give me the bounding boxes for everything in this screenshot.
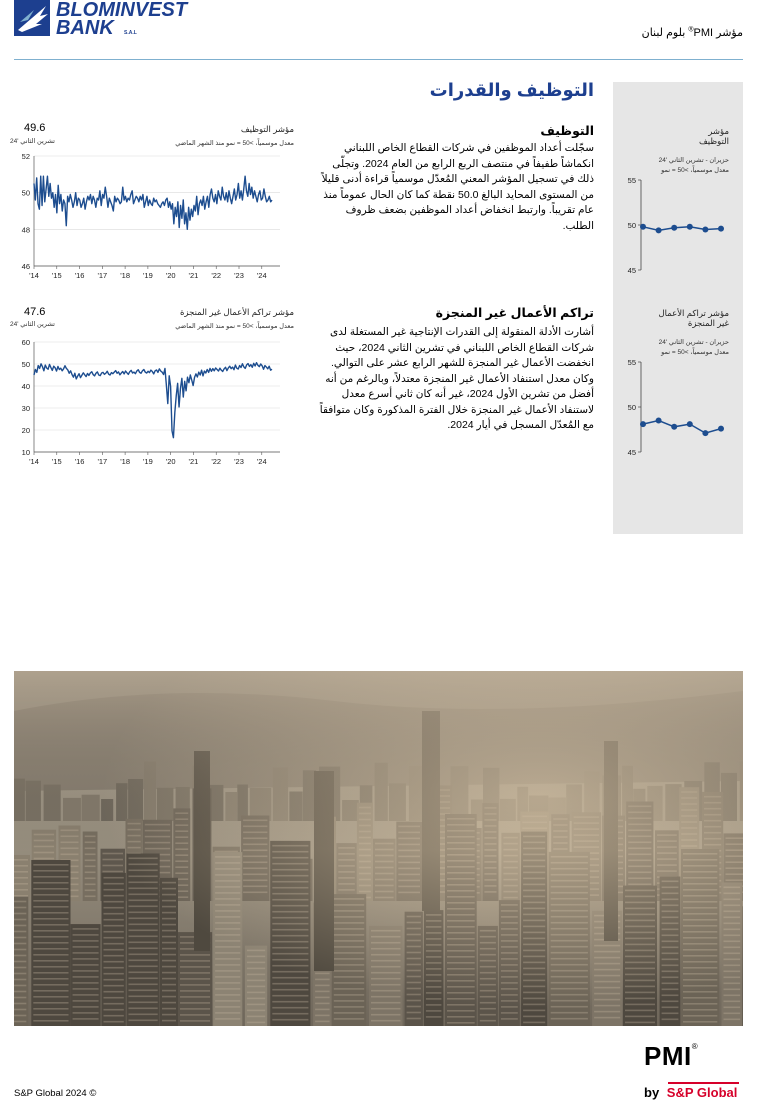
employment-chart-x-tick-label: '21 bbox=[188, 271, 199, 280]
backlogs-chart-x-tick-label: '18 bbox=[120, 457, 131, 466]
sidebar-backlogs-chart-series-line bbox=[643, 421, 721, 434]
backlogs-chart-value: 47.6 bbox=[24, 306, 46, 318]
sidebar-backlogs-period: حزيران - تشرين الثاني '24 bbox=[658, 339, 729, 346]
pmi-logo: PMI® bbox=[644, 1041, 699, 1071]
sidebar-backlogs-chart bbox=[613, 356, 743, 460]
sidebar-panel bbox=[613, 82, 743, 534]
employment-chart-series-line bbox=[34, 176, 272, 229]
employment-chart-subtitle: معدل موسمياً، >50 = نمو منذ الشهر الماضي bbox=[175, 140, 294, 147]
sidebar-backlogs-chart-data-point bbox=[656, 418, 662, 424]
sidebar-backlogs-chart-data-point bbox=[640, 421, 646, 427]
bank-logo bbox=[14, 0, 194, 40]
sidebar-backlogs-chart-data-point bbox=[671, 424, 677, 430]
sidebar-employment-chart-y-tick-label: 45 bbox=[627, 266, 636, 275]
header-divider bbox=[14, 59, 743, 60]
sidebar-employment-chart-data-point bbox=[671, 225, 677, 231]
employment-chart-x-tick-label: '24 bbox=[256, 271, 267, 280]
city-skyline-photo bbox=[14, 671, 743, 1026]
backlogs-chart bbox=[12, 334, 284, 470]
backlogs-chart-x-tick-label: '17 bbox=[97, 457, 108, 466]
employment-chart-x-tick-label: '17 bbox=[97, 271, 108, 280]
backlogs-chart-y-tick-label: 60 bbox=[21, 338, 30, 347]
sidebar-employment-chart-data-point bbox=[640, 224, 646, 230]
employment-body: سجّلت أعداد الموظفين في شركات القطاع الخاص اللبناني انكماشاً طفيفاً في منتصف الربع الرابع من العام 2024. وتجلّى ذلك في تسجيل المؤشر المعني المُعدّل موسمياً قراءة أدنى قليلاً من المستوى المحايد البالغ 50.0 نقطة كما كان الحال عموماً منذ عام تقريباً. وارتبط انخفاض أعداد الموظفين بضعف ظروف الطلب. bbox=[321, 142, 594, 232]
backlogs-chart-x-tick-label: '19 bbox=[142, 457, 153, 466]
backlogs-chart-x-tick-label: '20 bbox=[165, 457, 176, 466]
sidebar-employment-title: مؤشر التوظيف bbox=[698, 126, 729, 146]
sp-global-logo: by S&P Global bbox=[644, 1085, 738, 1100]
backlogs-chart-x-tick-label: '16 bbox=[74, 457, 85, 466]
backlogs-chart-x-tick-label: '14 bbox=[29, 457, 39, 466]
backlogs-body: أشارت الأدلة المنقولة إلى القدرات الإنتاجية غير المستغلة لدى شركات القطاع الخاص اللبناني في تشرين الثاني 2024، حيث انخفضت الأعمال غير المنجزة للشهر الرابع عشر على التوالي. وكان معدل استنفاد الأعمال غير المنجزة معتدلاً، وبالرغم من أنه أفضل من تشرين الأول 2024، غير أنه كان ثاني أسرع معدل لاستنفاد الأعمال غير المنجزة خلال الفترة المذكورة وكان متوافقاً مع المُعدّل المسجل في أيار 2024. bbox=[319, 326, 594, 431]
backlogs-chart-subtitle: معدل موسمياً، >50 = نمو منذ الشهر الماضي bbox=[175, 323, 294, 330]
sidebar-backlogs-chart-data-point bbox=[687, 421, 693, 427]
employment-chart-x-tick-label: '22 bbox=[211, 271, 222, 280]
sp-global-underline bbox=[668, 1082, 739, 1084]
employment-chart-x-tick-label: '20 bbox=[165, 271, 176, 280]
employment-chart bbox=[12, 148, 284, 284]
employment-chart-x-tick-label: '14 bbox=[29, 271, 39, 280]
sidebar-backlogs-title: مؤشر تراكم الأعمال غير المنجزة bbox=[658, 308, 729, 328]
logo-suffix: S.A.L bbox=[124, 30, 137, 36]
employment-chart-x-tick-label: '16 bbox=[74, 271, 85, 280]
backlogs-heading: تراكم الأعمال غير المنجزة bbox=[435, 306, 594, 320]
logo-line2: BANK bbox=[56, 17, 114, 39]
sidebar-employment-note: معدل موسمياً، >50 = نمو bbox=[661, 167, 729, 174]
sidebar-employment-chart-data-point bbox=[718, 226, 724, 232]
sidebar-employment-chart-data-point bbox=[702, 227, 708, 233]
employment-chart-y-tick-label: 50 bbox=[21, 188, 30, 198]
employment-chart-y-tick-label: 46 bbox=[21, 262, 30, 271]
sidebar-backlogs-chart-data-point bbox=[702, 430, 708, 436]
backlogs-chart-y-tick-label: 20 bbox=[21, 426, 30, 435]
eagle-logo-icon bbox=[14, 0, 50, 36]
sidebar-employment-period: حزيران - تشرين الثاني '24 bbox=[658, 157, 729, 164]
backlogs-chart-x-tick-label: '21 bbox=[188, 457, 199, 466]
employment-chart-x-tick-label: '15 bbox=[51, 271, 62, 280]
backlogs-chart-x-tick-label: '22 bbox=[211, 457, 222, 466]
copyright-text: S&P Global 2024 © bbox=[14, 1088, 97, 1099]
backlogs-chart-title: مؤشر تراكم الأعمال غير المنجزة bbox=[179, 307, 294, 317]
sidebar-backlogs-chart-y-tick-label: 50 bbox=[627, 403, 636, 412]
header-title: مؤشر PMI® بلوم لبنان bbox=[641, 26, 743, 39]
sidebar-employment-chart bbox=[613, 174, 743, 276]
sidebar-employment-chart-y-tick-label: 50 bbox=[627, 221, 636, 230]
backlogs-chart-x-tick-label: '15 bbox=[51, 457, 62, 466]
employment-chart-y-tick-label: 52 bbox=[21, 152, 30, 161]
backlogs-chart-y-tick-label: 40 bbox=[21, 382, 30, 391]
sidebar-backlogs-chart-y-tick-label: 45 bbox=[627, 448, 636, 457]
sidebar-backlogs-chart-y-tick-label: 55 bbox=[627, 358, 636, 367]
backlogs-chart-value-period: تشرين الثاني '24 bbox=[10, 321, 55, 328]
backlogs-chart-x-tick-label: '23 bbox=[234, 457, 244, 466]
employment-chart-x-tick-label: '19 bbox=[142, 271, 153, 280]
sidebar-backlogs-chart-data-point bbox=[718, 426, 724, 432]
sidebar-employment-chart-data-point bbox=[687, 224, 693, 230]
employment-chart-value: 49.6 bbox=[24, 122, 46, 134]
sidebar-employment-chart-data-point bbox=[656, 227, 662, 233]
employment-chart-title: مؤشر التوظيف bbox=[240, 124, 294, 134]
sidebar-employment-chart-y-tick-label: 55 bbox=[627, 176, 636, 185]
employment-chart-x-tick-label: '18 bbox=[120, 271, 131, 280]
logo-line1: BLOMINVEST bbox=[56, 0, 188, 21]
employment-chart-x-tick-label: '23 bbox=[234, 271, 244, 280]
backlogs-chart-y-tick-label: 10 bbox=[21, 448, 30, 457]
employment-chart-value-period: تشرين الثاني '24 bbox=[10, 138, 55, 145]
backlogs-chart-series-line bbox=[34, 363, 272, 438]
backlogs-chart-y-tick-label: 50 bbox=[21, 360, 30, 369]
backlogs-chart-y-tick-label: 30 bbox=[21, 404, 30, 413]
employment-heading: التوظيف bbox=[540, 124, 594, 138]
employment-chart-y-tick-label: 48 bbox=[21, 225, 30, 235]
sidebar-backlogs-note: معدل موسمياً، >50 = نمو bbox=[661, 349, 729, 356]
city-skyline-image bbox=[14, 671, 743, 1026]
backlogs-chart-x-tick-label: '24 bbox=[256, 457, 267, 466]
section-title: التوظيف والقدرات bbox=[429, 80, 594, 100]
sidebar-employment-chart-series-line bbox=[643, 227, 721, 231]
